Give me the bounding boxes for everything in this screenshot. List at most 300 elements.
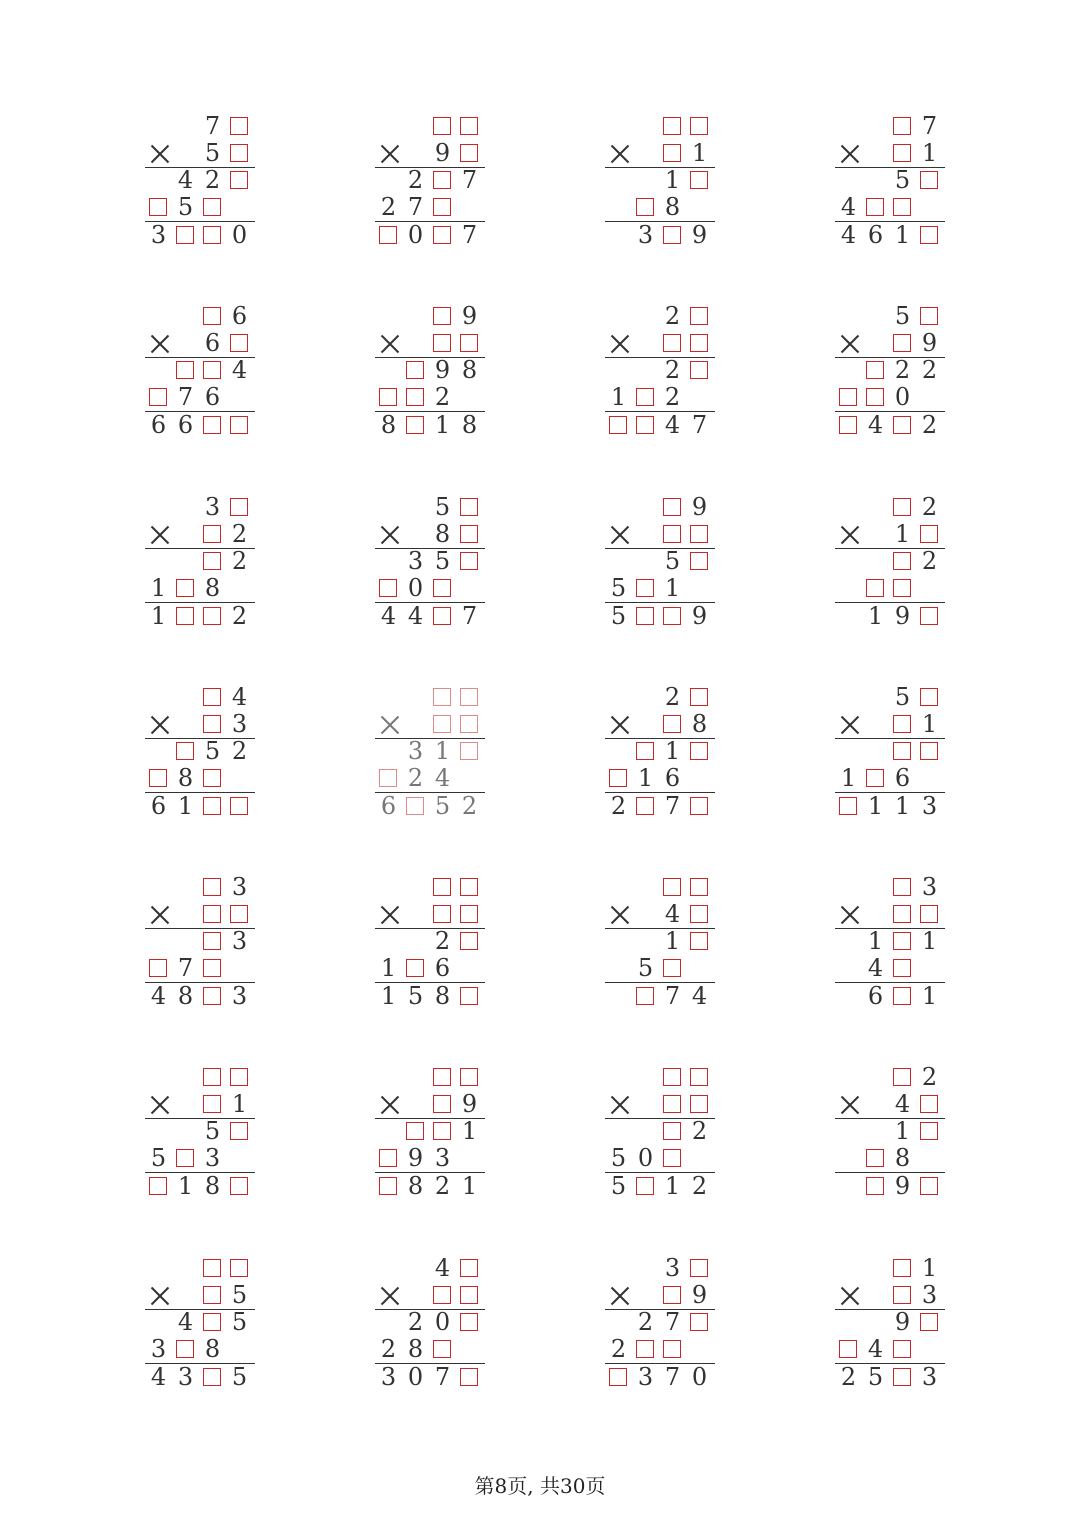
digit: 1: [921, 710, 938, 738]
blank-digit-box: [659, 140, 686, 167]
digit: 0: [407, 221, 424, 249]
sum-line: [145, 1363, 255, 1364]
digit: 6: [204, 383, 221, 411]
blank-digit-box: [375, 1173, 402, 1200]
blank-digit-box: [889, 412, 916, 439]
sum-line: [605, 1172, 715, 1173]
digit: 3: [921, 1281, 938, 1309]
digit: 8: [407, 1335, 424, 1363]
product-row: [605, 412, 715, 439]
partial1-row: [145, 928, 255, 955]
multiplication-problem: [605, 874, 715, 1016]
digit: 1: [380, 954, 397, 982]
blank-digit-box: [429, 603, 456, 630]
digit: 5: [610, 1144, 627, 1172]
blank-digit-box: [226, 412, 253, 439]
multiply-sign-icon: [839, 332, 861, 354]
digit: 3: [204, 1144, 221, 1172]
multiplicand-row: [605, 874, 715, 901]
partial2-row: [835, 384, 945, 411]
blank-digit-box: [199, 711, 226, 738]
partial1-row: [145, 1118, 255, 1145]
digit: 7: [691, 411, 708, 439]
partial1-row: [375, 548, 485, 575]
product-row: [375, 222, 485, 249]
blank-digit-box: [456, 330, 483, 357]
product-row: [605, 983, 715, 1010]
partial1-row: [145, 167, 255, 194]
digit: 1: [610, 383, 627, 411]
multiplicand-row: [145, 684, 255, 711]
blank-digit-box: [145, 194, 172, 221]
blank-digit-box: [429, 194, 456, 221]
partial2-row: [375, 1145, 485, 1172]
blank-digit-box: [456, 494, 483, 521]
digit: 4: [867, 411, 884, 439]
digit: 1: [691, 139, 708, 167]
digit: 7: [664, 1308, 681, 1336]
product-row: [375, 983, 485, 1010]
blank-digit-box: [429, 303, 456, 330]
digit: 2: [921, 1063, 938, 1091]
partial2-row: [145, 575, 255, 602]
sum-line: [375, 602, 485, 603]
blank-digit-box: [916, 1309, 943, 1336]
digit: 1: [177, 1172, 194, 1200]
multiplication-problem: [145, 494, 255, 636]
partial2-row: [835, 955, 945, 982]
blank-digit-box: [226, 1064, 253, 1091]
digit: 1: [434, 411, 451, 439]
blank-digit-box: [375, 222, 402, 249]
digit: 2: [231, 737, 248, 765]
digit: 6: [894, 764, 911, 792]
multiplication-problem: [145, 1255, 255, 1397]
blank-digit-box: [862, 1173, 889, 1200]
digit: 6: [150, 411, 167, 439]
blank-digit-box: [889, 955, 916, 982]
blank-digit-box: [172, 357, 199, 384]
digit: 9: [434, 356, 451, 384]
digit: 2: [664, 356, 681, 384]
digit: 6: [664, 764, 681, 792]
digit: 6: [150, 792, 167, 820]
digit: 3: [407, 737, 424, 765]
product-row: [375, 603, 485, 630]
blank-digit-box: [659, 955, 686, 982]
product-row: [835, 1173, 945, 1200]
blank-digit-box: [429, 901, 456, 928]
digit: 4: [840, 221, 857, 249]
digit: 2: [691, 1117, 708, 1145]
sum-line: [375, 1363, 485, 1364]
blank-digit-box: [632, 738, 659, 765]
digit: 9: [461, 1090, 478, 1118]
blank-digit-box: [632, 194, 659, 221]
digit: 7: [664, 792, 681, 820]
multiply-sign-icon: [149, 523, 171, 545]
sum-line: [145, 1172, 255, 1173]
product-line: [145, 548, 255, 549]
partial2-row: [605, 1336, 715, 1363]
blank-digit-box: [889, 983, 916, 1010]
partial1-row: [375, 928, 485, 955]
digit: 0: [407, 1363, 424, 1391]
blank-digit-box: [659, 113, 686, 140]
partial1-row: [605, 1118, 715, 1145]
digit: 8: [204, 1172, 221, 1200]
blank-digit-box: [226, 494, 253, 521]
digit: 9: [691, 493, 708, 521]
partial2-row: [375, 1336, 485, 1363]
partial1-row: [605, 1309, 715, 1336]
digit: 9: [894, 1308, 911, 1336]
partial2-row: [375, 765, 485, 792]
blank-digit-box: [632, 793, 659, 820]
blank-digit-box: [632, 575, 659, 602]
blank-digit-box: [145, 1173, 172, 1200]
digit: 5: [434, 792, 451, 820]
multiply-sign-icon: [839, 903, 861, 925]
digit: 8: [380, 411, 397, 439]
blank-digit-box: [916, 303, 943, 330]
digit: 9: [691, 221, 708, 249]
multiplicand-row: [375, 1064, 485, 1091]
multiplication-problem: [835, 113, 945, 255]
blank-digit-box: [375, 1145, 402, 1172]
blank-digit-box: [916, 222, 943, 249]
digit: 2: [407, 1308, 424, 1336]
blank-digit-box: [889, 928, 916, 955]
product-row: [835, 1364, 945, 1391]
digit: 3: [231, 710, 248, 738]
blank-digit-box: [456, 983, 483, 1010]
digit: 5: [150, 1144, 167, 1172]
digit: 5: [664, 547, 681, 575]
blank-digit-box: [199, 793, 226, 820]
digit: 5: [637, 954, 654, 982]
blank-digit-box: [199, 548, 226, 575]
product-line: [605, 738, 715, 739]
digit: 4: [177, 1308, 194, 1336]
product-line: [375, 738, 485, 739]
digit: 1: [434, 737, 451, 765]
blank-digit-box: [199, 521, 226, 548]
product-row: [835, 412, 945, 439]
blank-digit-box: [172, 603, 199, 630]
digit: 0: [691, 1363, 708, 1391]
blank-digit-box: [199, 901, 226, 928]
digit: 8: [691, 710, 708, 738]
multiplication-problem: [835, 303, 945, 445]
blank-digit-box: [686, 167, 713, 194]
partial1-row: [605, 548, 715, 575]
blank-digit-box: [862, 357, 889, 384]
digit: 4: [894, 1090, 911, 1118]
product-row: [375, 412, 485, 439]
blank-digit-box: [375, 765, 402, 792]
digit: 4: [150, 982, 167, 1010]
digit: 3: [921, 1363, 938, 1391]
product-line: [835, 357, 945, 358]
blank-digit-box: [916, 167, 943, 194]
blank-digit-box: [916, 603, 943, 630]
blank-digit-box: [429, 684, 456, 711]
digit: 1: [177, 792, 194, 820]
blank-digit-box: [199, 684, 226, 711]
digit: 6: [380, 792, 397, 820]
digit: 5: [177, 193, 194, 221]
digit: 1: [894, 520, 911, 548]
partial1-row: [835, 548, 945, 575]
partial2-row: [605, 955, 715, 982]
sum-line: [835, 792, 945, 793]
digit: 1: [231, 1090, 248, 1118]
digit: 1: [867, 792, 884, 820]
partial2-row: [145, 194, 255, 221]
blank-digit-box: [226, 330, 253, 357]
multiplicand-row: [145, 303, 255, 330]
digit: 9: [461, 302, 478, 330]
digit: 6: [867, 982, 884, 1010]
blank-digit-box: [429, 1091, 456, 1118]
digit: 3: [637, 221, 654, 249]
multiplicand-row: [145, 874, 255, 901]
digit: 5: [434, 547, 451, 575]
multiplicand-row: [145, 113, 255, 140]
product-row: [835, 983, 945, 1010]
digit: 2: [691, 1172, 708, 1200]
product-line: [605, 928, 715, 929]
digit: 4: [664, 900, 681, 928]
digit: 9: [407, 1144, 424, 1172]
digit: 2: [407, 764, 424, 792]
blank-digit-box: [145, 384, 172, 411]
digit: 7: [434, 1363, 451, 1391]
multiplication-problem: [375, 684, 485, 826]
blank-digit-box: [429, 330, 456, 357]
product-row: [605, 1364, 715, 1391]
digit: 5: [231, 1281, 248, 1309]
digit: 3: [434, 1144, 451, 1172]
digit: 6: [204, 329, 221, 357]
multiplication-problem: [375, 874, 485, 1016]
blank-digit-box: [605, 1364, 632, 1391]
digit: 5: [204, 737, 221, 765]
blank-digit-box: [889, 1336, 916, 1363]
blank-digit-box: [145, 765, 172, 792]
digit: 3: [921, 873, 938, 901]
partial2-row: [375, 384, 485, 411]
partial2-row: [835, 765, 945, 792]
multiplicand-row: [835, 494, 945, 521]
digit: 5: [894, 302, 911, 330]
product-line: [605, 1309, 715, 1310]
digit: 9: [691, 602, 708, 630]
blank-digit-box: [916, 684, 943, 711]
product-row: [375, 1364, 485, 1391]
multiply-sign-icon: [839, 1284, 861, 1306]
product-row: [145, 983, 255, 1010]
multiplicand-row: [605, 113, 715, 140]
digit: 5: [610, 574, 627, 602]
blank-digit-box: [429, 1336, 456, 1363]
partial2-row: [605, 575, 715, 602]
sum-line: [605, 411, 715, 412]
blank-digit-box: [632, 1173, 659, 1200]
blank-digit-box: [199, 1255, 226, 1282]
digit: 1: [664, 1172, 681, 1200]
digit: 5: [867, 1363, 884, 1391]
multiply-sign-icon: [609, 523, 631, 545]
blank-digit-box: [172, 222, 199, 249]
blank-digit-box: [686, 330, 713, 357]
blank-digit-box: [916, 738, 943, 765]
digit: 2: [231, 547, 248, 575]
blank-digit-box: [659, 711, 686, 738]
digit: 5: [610, 1172, 627, 1200]
partial2-row: [605, 194, 715, 221]
partial2-row: [145, 955, 255, 982]
blank-digit-box: [916, 1173, 943, 1200]
sum-line: [835, 411, 945, 412]
blank-digit-box: [199, 1364, 226, 1391]
product-line: [375, 1118, 485, 1119]
multiplicand-row: [835, 1255, 945, 1282]
digit: 5: [894, 166, 911, 194]
sum-line: [375, 792, 485, 793]
blank-digit-box: [199, 194, 226, 221]
blank-digit-box: [659, 874, 686, 901]
digit: 1: [637, 764, 654, 792]
blank-digit-box: [456, 738, 483, 765]
multiplication-problem: [605, 1064, 715, 1206]
blank-digit-box: [226, 1118, 253, 1145]
multiplicand-row: [605, 494, 715, 521]
blank-digit-box: [456, 901, 483, 928]
multiply-sign-icon: [839, 523, 861, 545]
blank-digit-box: [835, 793, 862, 820]
blank-digit-box: [402, 357, 429, 384]
product-line: [835, 928, 945, 929]
product-row: [835, 603, 945, 630]
digit: 1: [921, 1254, 938, 1282]
blank-digit-box: [889, 1255, 916, 1282]
digit: 7: [204, 112, 221, 140]
product-row: [605, 603, 715, 630]
blank-digit-box: [835, 412, 862, 439]
blank-digit-box: [686, 113, 713, 140]
digit: 8: [204, 1335, 221, 1363]
sum-line: [835, 1172, 945, 1173]
blank-digit-box: [889, 738, 916, 765]
digit: 1: [150, 602, 167, 630]
sum-line: [605, 221, 715, 222]
multiplication-problem: [375, 494, 485, 636]
partial2-row: [835, 1145, 945, 1172]
digit: 7: [461, 602, 478, 630]
blank-digit-box: [199, 1091, 226, 1118]
multiplication-problem: [835, 874, 945, 1016]
multiplication-problem: [605, 684, 715, 826]
blank-digit-box: [686, 1309, 713, 1336]
partial2-row: [145, 384, 255, 411]
multiplicand-row: [145, 494, 255, 521]
blank-digit-box: [199, 983, 226, 1010]
digit: 9: [894, 602, 911, 630]
digit: 3: [231, 873, 248, 901]
product-line: [375, 167, 485, 168]
partial1-row: [835, 1118, 945, 1145]
blank-digit-box: [686, 1064, 713, 1091]
blank-digit-box: [456, 874, 483, 901]
blank-digit-box: [429, 711, 456, 738]
partial2-row: [145, 1145, 255, 1172]
digit: 1: [461, 1172, 478, 1200]
blank-digit-box: [659, 1118, 686, 1145]
multiplicand-row: [145, 1064, 255, 1091]
multiply-sign-icon: [379, 1284, 401, 1306]
blank-digit-box: [659, 1282, 686, 1309]
digit: 5: [231, 1308, 248, 1336]
digit: 4: [840, 193, 857, 221]
partial1-row: [375, 1309, 485, 1336]
digit: 2: [380, 1335, 397, 1363]
product-line: [835, 1309, 945, 1310]
digit: 7: [177, 954, 194, 982]
digit: 9: [691, 1281, 708, 1309]
blank-digit-box: [686, 901, 713, 928]
digit: 4: [231, 356, 248, 384]
product-line: [605, 167, 715, 168]
partial2-row: [375, 955, 485, 982]
blank-digit-box: [659, 1091, 686, 1118]
blank-digit-box: [226, 793, 253, 820]
digit: 5: [434, 493, 451, 521]
multiplication-problem: [835, 684, 945, 826]
multiplicand-row: [835, 874, 945, 901]
blank-digit-box: [659, 603, 686, 630]
product-line: [145, 1309, 255, 1310]
partial2-row: [605, 384, 715, 411]
blank-digit-box: [862, 384, 889, 411]
blank-digit-box: [172, 1336, 199, 1363]
blank-digit-box: [686, 1091, 713, 1118]
blank-digit-box: [172, 738, 199, 765]
multiplication-problem: [375, 1064, 485, 1206]
blank-digit-box: [226, 1173, 253, 1200]
digit: 1: [664, 166, 681, 194]
blank-digit-box: [429, 167, 456, 194]
product-line: [835, 167, 945, 168]
blank-digit-box: [605, 765, 632, 792]
product-row: [145, 1173, 255, 1200]
blank-digit-box: [889, 194, 916, 221]
multiplicand-row: [605, 1064, 715, 1091]
multiply-sign-icon: [149, 142, 171, 164]
digit: 1: [150, 574, 167, 602]
partial2-row: [605, 765, 715, 792]
blank-digit-box: [375, 384, 402, 411]
digit: 3: [150, 221, 167, 249]
digit: 2: [894, 356, 911, 384]
partial1-row: [145, 548, 255, 575]
digit: 8: [434, 982, 451, 1010]
sum-line: [605, 602, 715, 603]
blank-digit-box: [199, 357, 226, 384]
digit: 2: [204, 166, 221, 194]
digit: 2: [434, 927, 451, 955]
